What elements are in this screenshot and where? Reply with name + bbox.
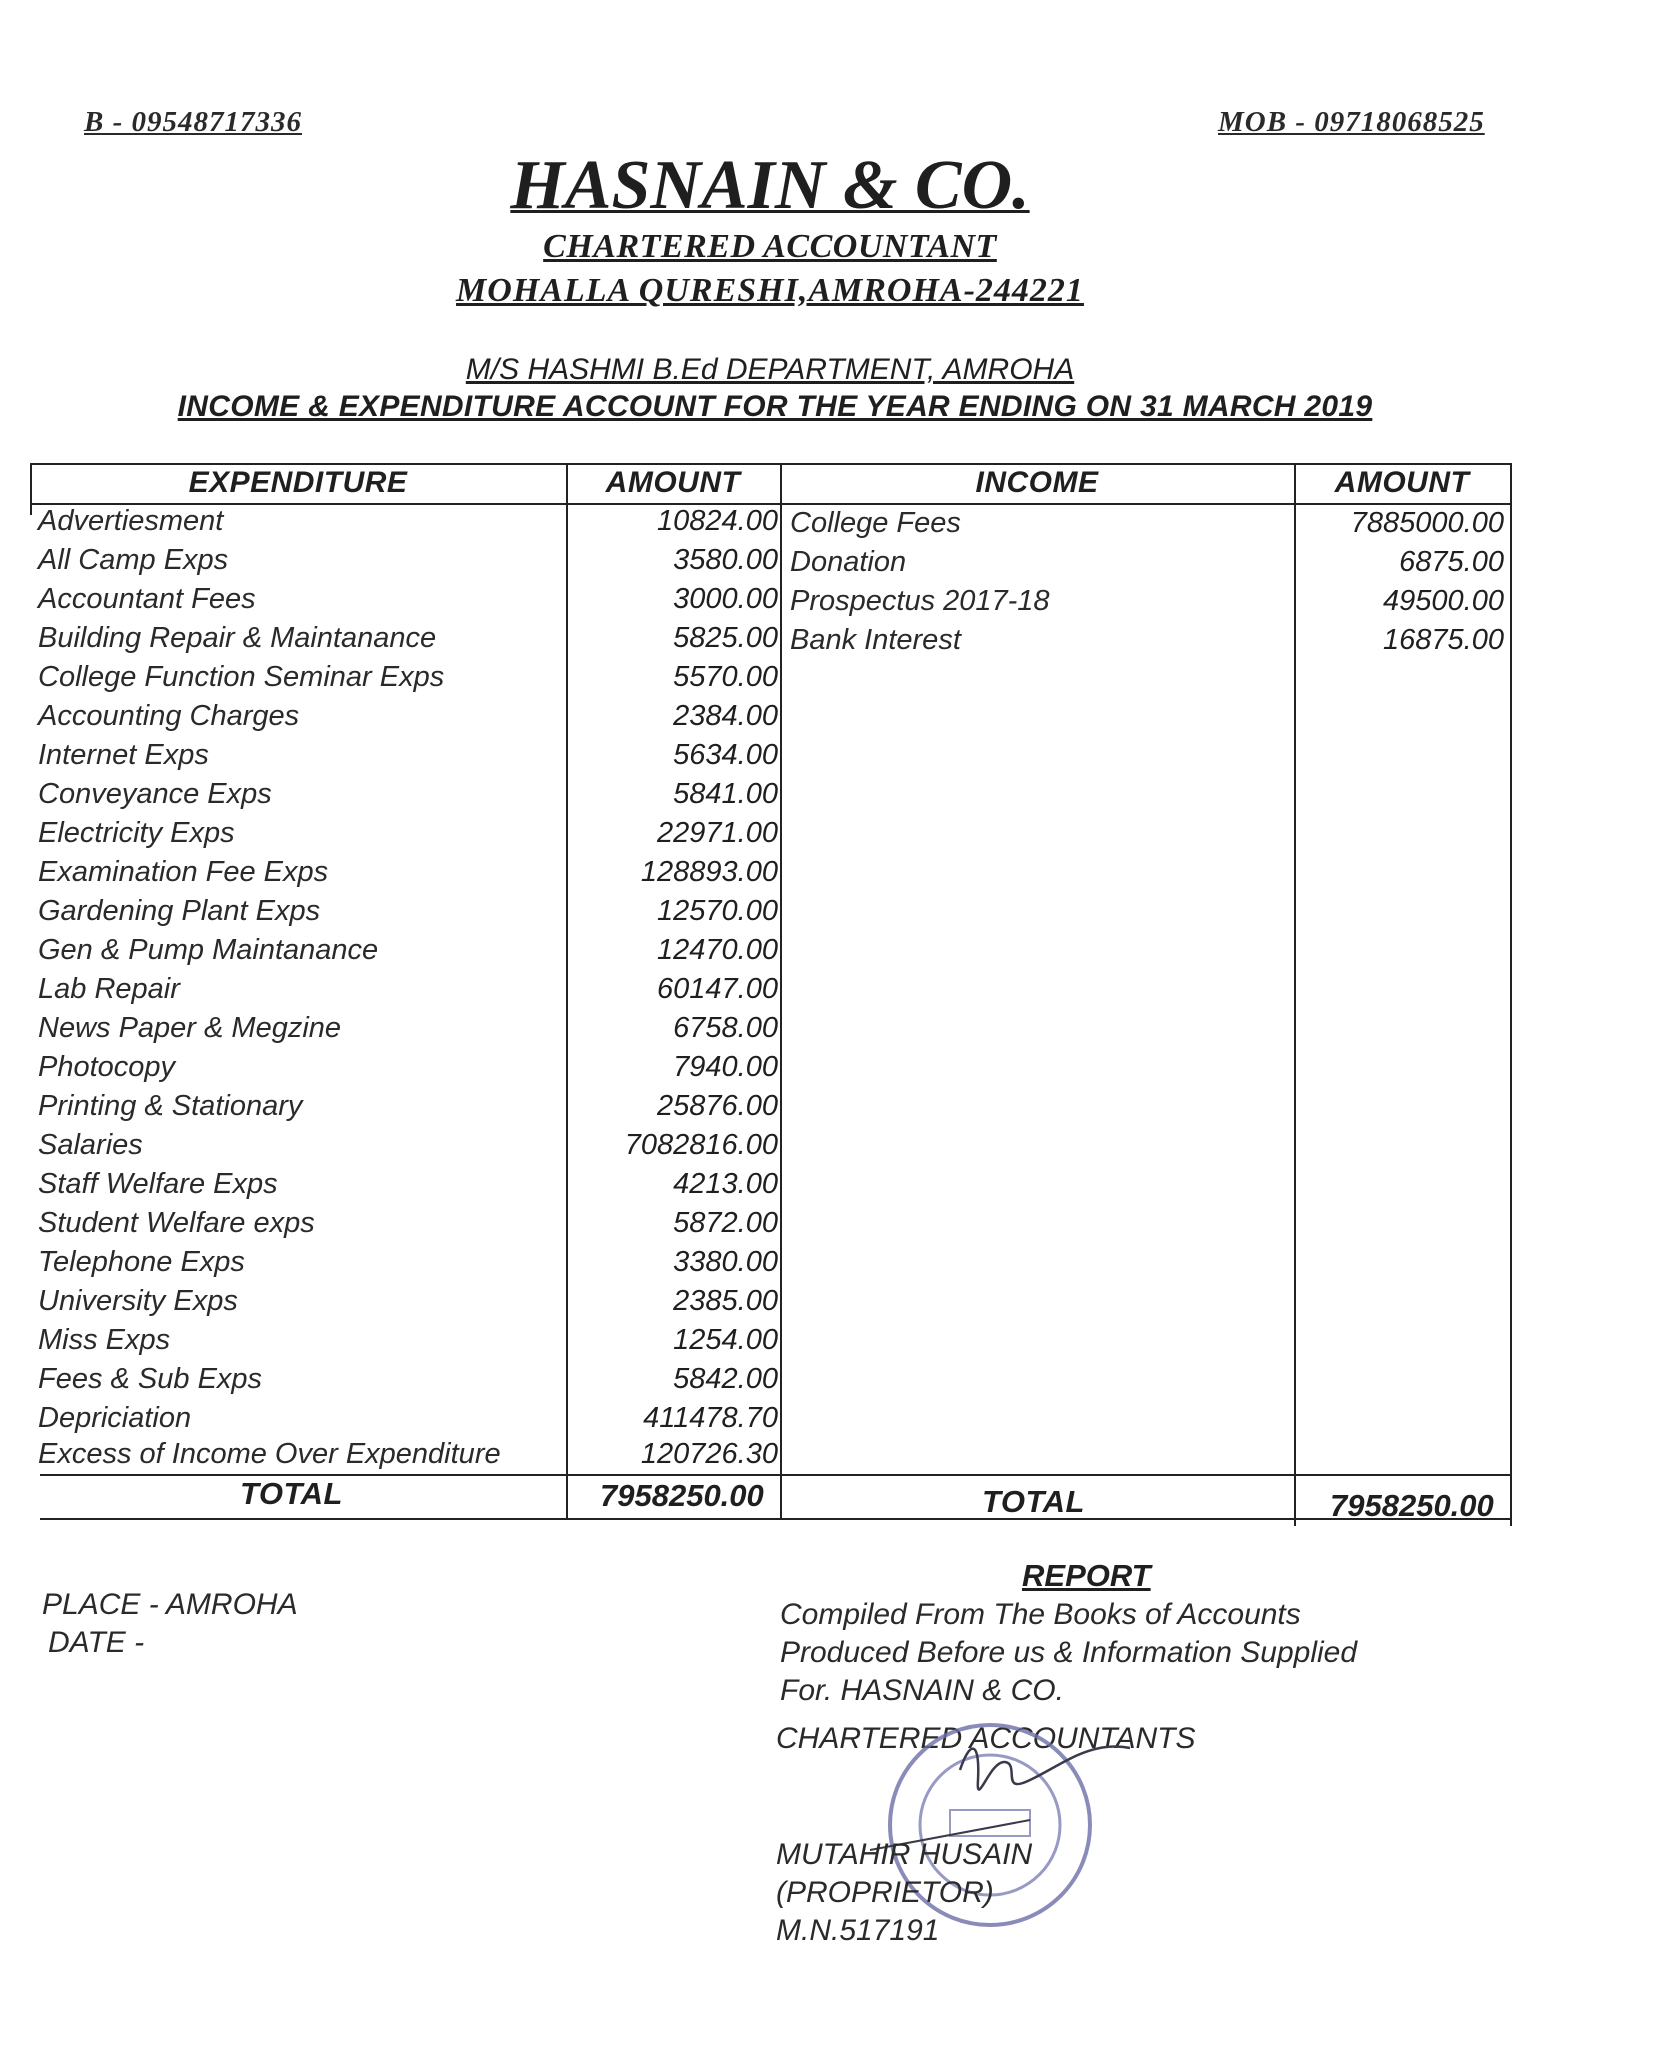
row-amount: 128893.00: [640, 856, 778, 888]
col-expenditure: EXPENDITURE: [188, 466, 408, 499]
row-amount: 2385.00: [673, 1285, 778, 1317]
total-expenditure: 7958250.00: [600, 1478, 764, 1513]
expenditure-row: [38, 1246, 778, 1285]
firm-subtitle: CHARTERED ACCOUNTANT: [543, 228, 997, 265]
row-amount: 12470.00: [657, 934, 778, 966]
row-amount: 3000.00: [673, 583, 778, 615]
row-amount: 120726.30: [640, 1438, 778, 1470]
income-row: [786, 507, 1504, 546]
total-bottom-border: [40, 1518, 1510, 1520]
row-label: News Paper & Megzine: [38, 1012, 342, 1044]
report-line: Compiled From The Books of Accounts: [780, 1598, 1301, 1631]
row-amount: 5634.00: [673, 739, 778, 771]
row-label: Telephone Exps: [38, 1246, 245, 1278]
row-label: Gardening Plant Exps: [38, 895, 321, 927]
row-amount: 5842.00: [673, 1363, 778, 1395]
row-label: Student Welfare exps: [38, 1207, 315, 1239]
row-label: All Camp Exps: [38, 544, 229, 576]
row-label: Electricity Exps: [38, 817, 235, 849]
row-amount: 1254.00: [673, 1324, 778, 1356]
row-label: Building Repair & Maintanance: [38, 622, 437, 654]
row-label: Accounting Charges: [38, 700, 300, 732]
row-amount: 12570.00: [657, 895, 778, 927]
row-amount: 2384.00: [673, 700, 778, 732]
row-amount: 7082816.00: [624, 1129, 778, 1161]
row-amount: 5841.00: [673, 778, 778, 810]
signatory-name: MUTAHIR HUSAIN: [776, 1838, 1033, 1871]
row-label: Photocopy: [38, 1051, 176, 1083]
row-label: Salaries: [38, 1129, 143, 1161]
expenditure-row: [38, 1363, 778, 1402]
expenditure-row: [38, 856, 778, 895]
row-label: University Exps: [38, 1285, 238, 1317]
expenditure-row: [38, 622, 778, 661]
expenditure-row: [38, 1129, 778, 1168]
expenditure-row: [38, 1012, 778, 1051]
report-heading: REPORT: [1022, 1558, 1151, 1593]
row-label: College Fees: [790, 507, 961, 539]
row-label: Bank Interest: [790, 624, 961, 656]
expenditure-row: [38, 895, 778, 934]
expenditure-row: [38, 1285, 778, 1324]
table-divider-center: [780, 463, 782, 1518]
client-name: M/S HASHMI B.Ed DEPARTMENT, AMROHA: [465, 353, 1075, 386]
row-amount: 3580.00: [673, 544, 778, 576]
expenditure-row: [38, 1324, 778, 1363]
phone-right: MOB - 09718068525: [1218, 106, 1485, 138]
expenditure-row: [38, 1090, 778, 1129]
row-label: Printing & Stationary: [38, 1090, 303, 1122]
income-row: [786, 546, 1504, 585]
designation: CHARTERED ACCOUNTANTS: [776, 1722, 1196, 1755]
place-label: PLACE - AMROHA: [42, 1588, 298, 1621]
row-label: Miss Exps: [38, 1324, 171, 1356]
row-amount: 7885000.00: [1350, 507, 1504, 539]
row-amount: 7940.00: [673, 1051, 778, 1083]
row-label: Accountant Fees: [38, 583, 256, 615]
col-amount-left: AMOUNT: [605, 466, 741, 499]
income-row: [786, 585, 1504, 624]
row-amount: 5825.00: [673, 622, 778, 654]
row-label: Lab Repair: [38, 973, 180, 1005]
row-label: Prospectus 2017-18: [790, 585, 1050, 617]
table-top-border: [30, 463, 1510, 465]
row-amount: 16875.00: [1383, 624, 1504, 656]
row-label: Internet Exps: [38, 739, 209, 771]
table-right-border: [1510, 463, 1512, 1526]
expenditure-row: [38, 817, 778, 856]
row-label: Depriciation: [38, 1402, 192, 1434]
row-amount: 3380.00: [673, 1246, 778, 1278]
row-amount: 25876.00: [657, 1090, 778, 1122]
expenditure-row: [38, 973, 778, 1012]
row-amount: 6875.00: [1399, 546, 1504, 578]
signature-icon: [830, 1700, 1190, 1860]
report-line: Produced Before us & Information Supplied: [780, 1636, 1358, 1669]
income-row: [786, 624, 1504, 663]
expenditure-row: [38, 1402, 778, 1441]
row-amount: 5570.00: [673, 661, 778, 693]
row-amount: 60147.00: [657, 973, 778, 1005]
expenditure-row: [38, 934, 778, 973]
row-amount: 4213.00: [673, 1168, 778, 1200]
col-amount-right: AMOUNT: [1334, 466, 1470, 499]
row-label: Staff Welfare Exps: [38, 1168, 278, 1200]
row-amount: 411478.70: [643, 1402, 778, 1434]
row-label: College Function Seminar Exps: [38, 661, 445, 693]
statement-title: INCOME & EXPENDITURE ACCOUNT FOR THE YEAR ENDING ON 31 MARCH 2019: [177, 390, 1373, 423]
expenditure-row: [38, 1438, 778, 1477]
row-label: Examination Fee Exps: [38, 856, 329, 888]
firm-name: HASNAIN & CO.: [510, 147, 1030, 224]
row-amount: 10824.00: [657, 505, 778, 537]
expenditure-row: [38, 1207, 778, 1246]
row-amount: 6758.00: [673, 1012, 778, 1044]
row-label: Excess of Income Over Expenditure: [38, 1438, 501, 1470]
col-income: INCOME: [975, 466, 1099, 499]
expenditure-row: [38, 700, 778, 739]
membership-number: M.N.517191: [776, 1914, 940, 1947]
expenditure-row: [38, 778, 778, 817]
row-label: Advertiesment: [38, 505, 224, 537]
row-amount: 5872.00: [673, 1207, 778, 1239]
expenditure-row: [38, 661, 778, 700]
row-label: Gen & Pump Maintanance: [38, 934, 379, 966]
expenditure-row: [38, 505, 778, 544]
row-amount: 22971.00: [657, 817, 778, 849]
expenditure-row: [38, 739, 778, 778]
row-label: Donation: [790, 546, 907, 578]
expenditure-row: [38, 1168, 778, 1207]
row-label: Fees & Sub Exps: [38, 1363, 263, 1395]
expenditure-row: [38, 1051, 778, 1090]
total-label-expenditure: TOTAL: [240, 1476, 343, 1511]
signatory-role: (PROPRIETOR): [776, 1876, 994, 1909]
total-income: 7958250.00: [1330, 1488, 1494, 1523]
phone-left: B - 09548717336: [84, 106, 302, 138]
expenditure-row: [38, 544, 778, 583]
row-amount: 49500.00: [1383, 585, 1504, 617]
expenditure-row: [38, 583, 778, 622]
date-label: DATE -: [48, 1626, 145, 1659]
total-label-income: TOTAL: [982, 1484, 1085, 1519]
row-label: Conveyance Exps: [38, 778, 272, 810]
report-line: For. HASNAIN & CO.: [780, 1674, 1064, 1707]
firm-address: MOHALLA QURESHI,AMROHA-244221: [456, 272, 1084, 309]
